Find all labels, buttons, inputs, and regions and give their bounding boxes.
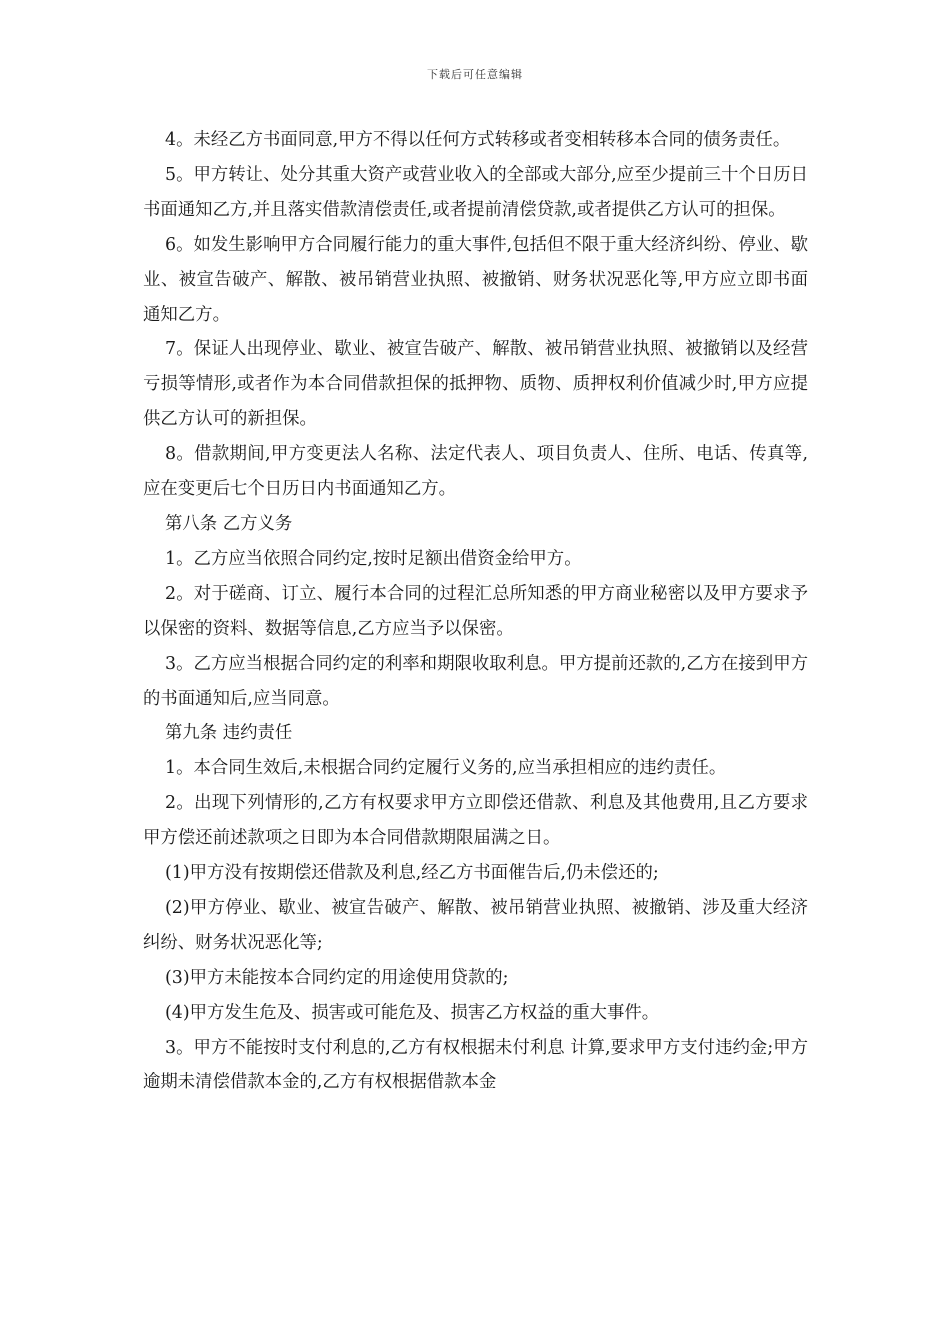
section-heading-article-9: 第九条 违约责任 [165,723,293,744]
clause-8-item-2: 2。对于磋商、订立、履行本合同的过程汇总所知悉的甲方商业秘密以及甲方要求予以保密的资料、数据等信息,乙方应当予以保密。 [143,583,808,639]
document-body [143,123,808,1100]
clause-7-item-8: 8。借款期间,甲方变更法人名称、法定代表人、项目负责人、住所、电话、传真等,应在变更后七个日历日内书面通知乙方。 [143,444,808,500]
clause-7-item-7: 7。保证人出现停业、歇业、被宣告破产、解散、被吊销营业执照、被撤销以及经营亏损等情形,或者作为本合同借款担保的抵押物、质物、质押权利价值减少时,甲方应提供乙方认可的新担保。 [143,339,808,430]
clause-9-item-2: 2。出现下列情形的,乙方有权要求甲方立即偿还借款、利息及其他费用,且乙方要求甲方偿还前述款项之日即为本合同借款期限届满之日。 [143,793,808,849]
page-header: 下载后可任意编辑 [427,68,523,81]
clause-9-item-1: 1。本合同生效后,未根据合同约定履行义务的,应当承担相应的违约责任。 [165,758,727,779]
clause-9-subitem-4: (4)甲方发生危及、损害或可能危及、损害乙方权益的重大事件。 [165,1002,660,1023]
clause-9-item-3: 3。甲方不能按时支付利息的,乙方有权根据未付利息 计算,要求甲方支付违约金;甲方逾期未清偿借款本金的,乙方有权根据借款本金 [143,1037,808,1093]
clause-9-subitem-3: (3)甲方未能按本合同约定的用途使用贷款的; [165,967,509,988]
clause-8-item-3: 3。乙方应当根据合同约定的利率和期限收取利息。甲方提前还款的,乙方在接到甲方的书面通知后,应当同意。 [143,653,808,709]
clause-7-item-6: 6。如发生影响甲方合同履行能力的重大事件,包括但不限于重大经济纠纷、停业、歇业、被宣告破产、解散、被吊销营业执照、被撤销、财务状况恶化等,甲方应立即书面通知乙方。 [143,234,808,325]
clause-9-subitem-2: (2)甲方停业、歇业、被宣告破产、解散、被吊销营业执照、被撤销、涉及重大经济纠纷、财务状况恶化等; [143,897,808,953]
clause-9-subitem-1: (1)甲方没有按期偿还借款及利息,经乙方书面催告后,仍未偿还的; [165,863,659,884]
clause-7-item-5: 5。甲方转让、处分其重大资产或营业收入的全部或大部分,应至少提前三十个日历日书面通知乙方,并且落实借款清偿责任,或者提前清偿贷款,或者提供乙方认可的担保。 [143,164,808,220]
section-heading-article-8: 第八条 乙方义务 [165,513,293,534]
clause-8-item-1: 1。乙方应当依照合同约定,按时足额出借资金给甲方。 [165,548,582,569]
clause-7-item-4: 4。未经乙方书面同意,甲方不得以任何方式转移或者变相转移本合同的债务责任。 [165,130,791,150]
